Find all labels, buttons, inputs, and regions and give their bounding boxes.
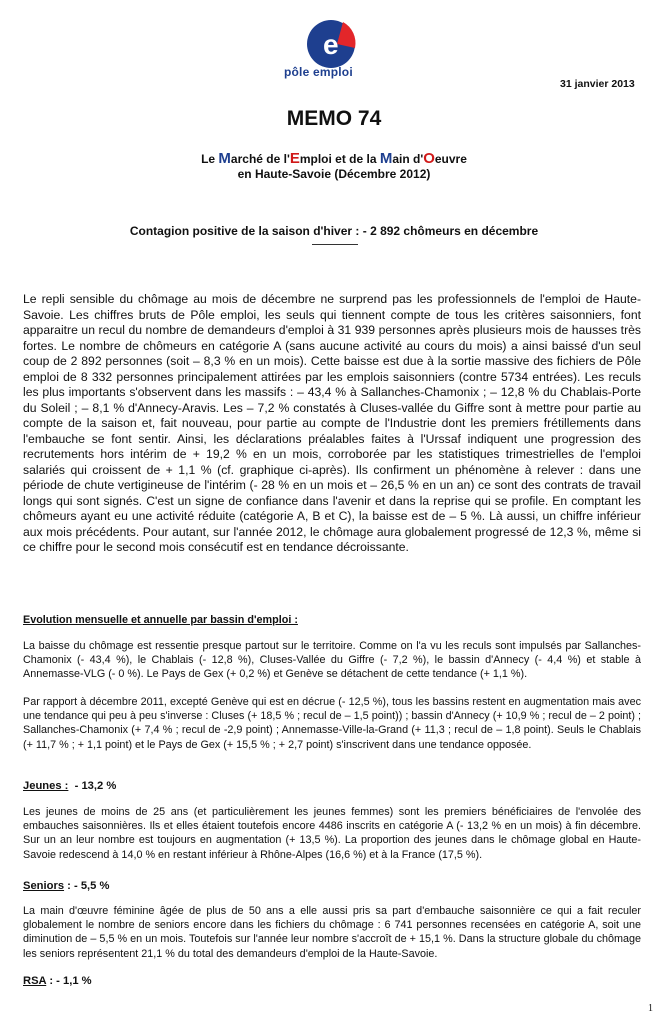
section-heading-bassin: Evolution mensuelle et annuelle par bassin d'emploi : [23,614,298,626]
intro-paragraph: Le repli sensible du chômage au mois de décembre ne surprend pas les professionnels de l'emploi de Haute-Savoie. Les chiffres bruts de Pôle emploi, les seuls qui tiennent compte de tous les critères saisonniers, font apparaitre un recul du nombre de demandeurs d'emploi à 31 939 personnes après plusieurs mois de hausses très fortes. Le nombre de chômeurs en catégorie A (sans aucune activité au cours du mois) a ainsi baissé d'un seul coup de 2 892 personnes (soit – 8,3 % en un mois). Cette baisse est due à la sortie massive des fichiers de Pôle emploi de 8 332 personnes principalement attirées par les emplois saisonniers (contre 5734 entrées). Les reculs les plus importants s'observent dans les massifs : – 43,4 % à Sallanches-Chamonix ; – 12,8 % du Chablais-Porte du Soleil ; – 8,1 % d'Annecy-Aravis. Les – 7,2 % constatés à Cluses-vallée du Giffre sont à mettre pour partie au compte de la saison et, fait nouveau, pour partie au compte de l'Industrie dont les premiers frétillements dans l'embauche se font sentir. Ainsi, les déclarations préalables faites à l'Urssaf indiquent une progression des recrutements hors intérim de + 19,2 % en un mois, corroborée par les statistiques trimestrielles de l'emploi salariés qui croissent de + 1,1 % (cf. graphique ci-après). Ils confirment un phénomène à relever : dans une période de chute vertigineuse de l'intérim (- 28 % en un mois et – 26,5 % en un an) ce sont des contrats de travail longs qui sont signés. C'est un signe de confiance dans l'avenir et dans la reprise qui se profile. En comptant les chômeurs ayant eu une activité réduite (catégorie A, B et C), la baisse est de – 5 %. Là aussi, un chiffre inférieur aux mois précédents. Pour autant, sur l'année 2012, le chômage aura globalement progressé de 12,3 %, même si ce chiffre pour le second mois consécutif est en tendance décroissante. [23,292,641,554]
bassin-paragraph-2: Par rapport à décembre 2011, excepté Genève qui est en décrue (- 12,5 %), tous les bassins restent en augmentation mais avec une tendance qui peu à peu s'inverse : Cluses (+ 18,5 % ; recul de – 1,5 point)) ; bassin d'Annecy (+ 10,9 % ; recul de – 2 point) ; Sallanches-Chamonix (+ 7,4 % ; recul de -2,9 point) ; Annemasse-Ville-la-Grand (+ 11,3 ; recul de – 1,8 point). Seuls le Chablais (+ 11,7 % ; + 1,1 point) et le Pays de Gex (+ 15,5 % ; + 2,7 point) s'inscrivent dans une tendance opposée. [23,696,641,751]
pole-emploi-logo [290,14,372,94]
divider [312,244,358,245]
subtitle-cap-m2: M [379,150,393,167]
subtitle-cap-m1: M [218,150,231,167]
jeunes-paragraph: Les jeunes de moins de 25 ans (et particulièrement les jeunes femmes) sont les premiers bénéficiaires de l'envolée des embauches saisonnières. Ils et elles étaient toutefois encore 4486 inscrits en catégorie A (- 13,2 % en un mois) à fin décembre. Sur un an leur nombre est toujours en augmentation (+ 13,5 %). La proportion des jeunes dans le chômage global en Haute-Savoie redescend à 14,0 % en restant inférieur à Rhône-Alpes (16,6 %) et à la France (17,5 %). [23,806,641,861]
page-title: MEMO 74 [286,107,382,130]
bassin-paragraph-1: La baisse du chômage est ressentie presque partout sur le territoire. Comme on l'a vu les reculs sont impulsés par Sallanches-Chamonix (- 43,4 %), le Chablais (- 12,8 %), Cluses-Vallée du Giffre (- 7,2 %), le bassin d'Annecy (- 4,4 %) et stable à Annemasse-VLG (- 0 %). Le Pays de Gex (+ 0,2 %) et Genève se détachent de cette tendance (+ 1,1 %). [23,640,641,681]
svg-text:e: e [323,29,339,60]
headline: Contagion positive de la saison d'hiver : - 2 892 chômeurs en décembre [129,224,539,238]
subtitle-line1: Le Marché de l'Emploi et de la Main d'Oeuvre [201,150,467,167]
seniors-paragraph: La main d'œuvre féminine âgée de plus de 50 ans a elle aussi pris sa part d'embauche saisonnière ce qui a fait reculer globalement le nombre de seniors encore dans les fichiers du chômage : 6 741 personnes recensées en catégorie A, soit une diminution de – 5,5 % en un mois. Toutefois sur l'année leur nombre s'accroît de + 15,1 %. Dans la structure globale du chômage les seniors représentent 21,1 % du total des demandeurs d'emploi de la Haute-Savoie. [23,905,641,960]
logo-wordmark: pôle emploi [284,65,353,79]
page-number: 1 [648,1003,653,1014]
subtitle-cap-o: O [423,150,435,167]
subtitle-cap-e: E [289,150,300,167]
section-heading-rsa: RSA : - 1,1 % [23,975,92,987]
subtitle-line2: en Haute-Savoie (Décembre 2012) [237,167,431,181]
section-heading-seniors: Seniors : - 5,5 % [23,880,110,892]
memo-date: 31 janvier 2013 [560,78,635,90]
section-heading-jeunes: Jeunes : - 13,2 % [23,780,117,792]
